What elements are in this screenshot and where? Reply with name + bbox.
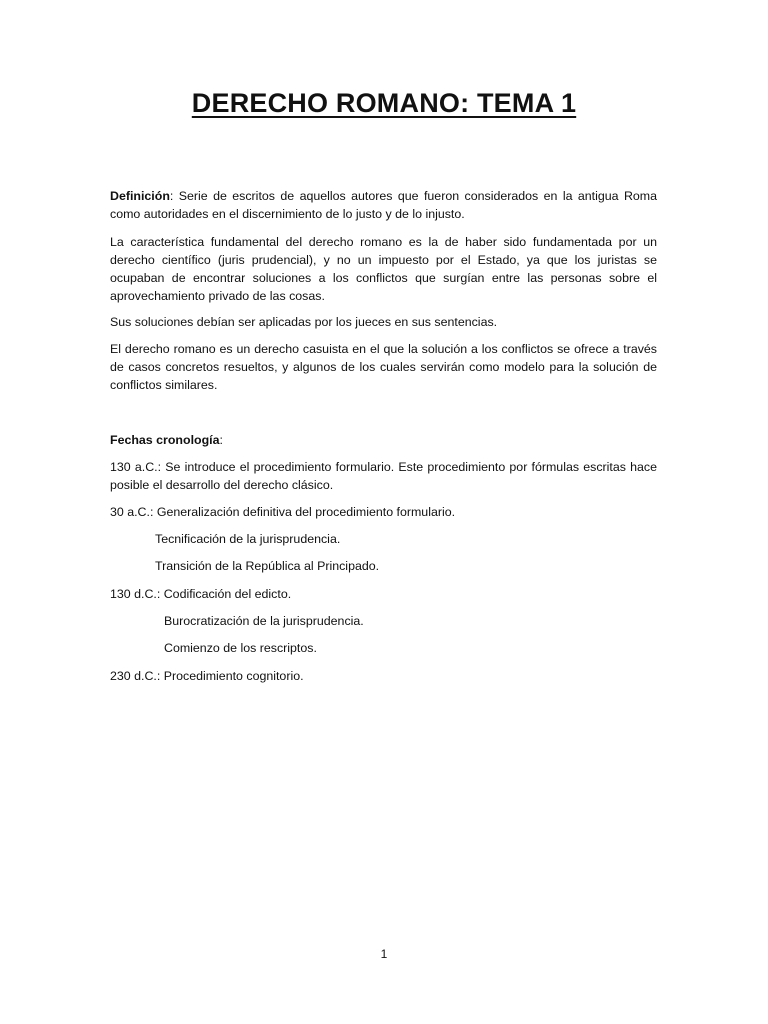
paragraph-3: [110, 340, 657, 394]
chronology-entry: 130 d.C.: Codificación del edicto.: [110, 587, 292, 601]
definition-text: : Serie de escritos de aquellos autores que fueron considerados en la antigua Roma como autoridades en el discernimiento de lo justo y de lo injusto.: [110, 189, 657, 221]
definition-label: Definición: [110, 189, 170, 203]
chronology-subentry: Burocratización de la jurisprudencia.: [164, 614, 364, 628]
paragraph-text: Sus soluciones debían ser aplicadas por los jueces en sus sentencias.: [110, 315, 498, 329]
paragraph-text: El derecho romano es un derecho casuista en el que la solución a los conflictos se ofrece a través de casos concretos resueltos, y algunos de los cuales servirán como modelo para la solución de conflictos similares.: [110, 342, 657, 392]
page-number: 1: [380, 947, 388, 961]
paragraph-text: La característica fundamental del derecho romano es la de haber sido fundamentada por un derecho científico (juris prudencial), y no un impuesto por el Estado, ya que los juristas se ocupaban de encontrar soluciones a los conflictos que surgían entre las personas sobre el aprovechamiento privado de las cosas.: [110, 235, 657, 303]
chronology-subentry: Transición de la República al Principado.: [155, 559, 380, 573]
chronology-subentry: Comienzo de los rescriptos.: [164, 641, 317, 655]
chronology-entry-text: 130 a.C.: Se introduce el procedimiento formulario. Este procedimiento por fórmulas escritas hace posible el desarrollo del derecho clásico.: [110, 460, 657, 492]
chronology-entry: 30 a.C.: Generalización definitiva del procedimiento formulario.: [110, 505, 456, 519]
paragraph-2: [110, 313, 657, 331]
chronology-subentry: Tecnificación de la jurisprudencia.: [155, 532, 341, 546]
page-title: DERECHO ROMANO: TEMA 1: [191, 88, 577, 118]
definition-paragraph: [110, 187, 657, 223]
paragraph-1: [110, 233, 657, 305]
chronology-label: Fechas cronología: [110, 433, 220, 447]
chronology-entry: 230 d.C.: Procedimiento cognitorio.: [110, 669, 304, 683]
chronology-label-suffix: :: [219, 433, 223, 447]
chronology-entry: [110, 458, 657, 494]
chronology-heading: [110, 431, 657, 449]
